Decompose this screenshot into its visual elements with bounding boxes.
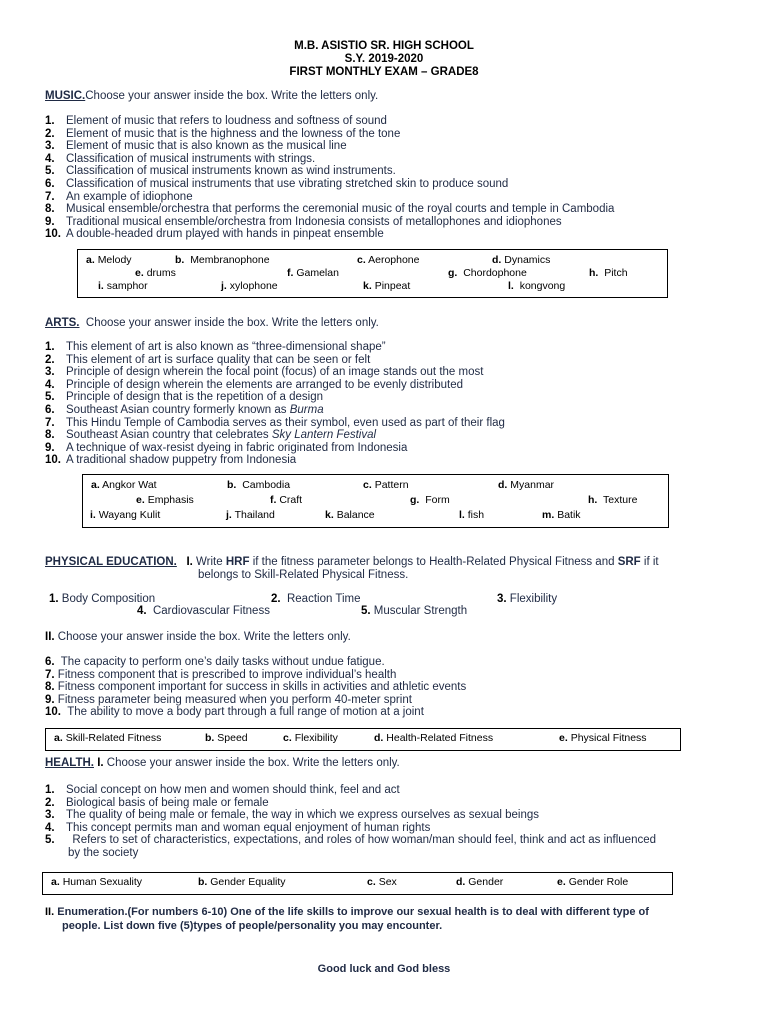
health-question-list xyxy=(45,784,656,860)
list-item: 2. Biological basis of being male or female xyxy=(45,796,269,809)
music-instruction: Choose your answer inside the box. Write the letters only. xyxy=(85,90,379,102)
choice: g. Chordophone xyxy=(448,267,527,279)
arts-question-list xyxy=(45,341,505,467)
list-item: 1. Body Composition xyxy=(49,593,156,605)
list-item: 2. This element of art is surface quality that can be seen or felt xyxy=(45,353,371,366)
choice: e. Physical Fitness xyxy=(559,732,647,744)
list-item: 4. This concept permits man and woman equal enjoyment of human rights xyxy=(45,821,431,834)
list-item: 7. This Hindu Temple of Cambodia serves as their symbol, even used as part of their flag xyxy=(45,416,505,429)
list-item: 3. Principle of design wherein the focal point (focus) of an image stands out the most xyxy=(45,366,484,379)
health-part2-line2: people. List down five (5)types of people/personality you may encounter. xyxy=(62,920,443,932)
list-item: 4. Cardiovascular Fitness xyxy=(137,605,270,617)
choice: d. Myanmar xyxy=(498,479,555,491)
list-item: 8. Southeast Asian country that celebrates Sky Lantern Festival xyxy=(45,429,377,442)
health-title: HEALTH. xyxy=(45,757,94,769)
health-part2-line1: II. Enumeration.(For numbers 6-10) One of the life skills to improve our sexual health is to deal with different type of xyxy=(45,906,649,918)
choice: e. Emphasis xyxy=(136,494,194,506)
list-item: 5. Refers to set of characteristics, expectations, and roles of how woman/man should feel, think and act as influenced xyxy=(45,834,657,847)
list-item: 8. Musical ensemble/orchestra that performs the ceremonial music of the royal courts and temple in Cambodia xyxy=(45,203,615,216)
list-item: 6. Southeast Asian country formerly known as Burma xyxy=(45,403,324,416)
choice: l. kongvong xyxy=(508,280,566,292)
arts-instruction: Choose your answer inside the box. Write the letters only. xyxy=(85,317,379,329)
list-item: 3. Element of music that is also known as the musical line xyxy=(45,140,347,153)
list-item: 6. The capacity to perform one’s daily tasks without undue fatigue. xyxy=(45,656,385,668)
choice: i. Wayang Kulit xyxy=(90,509,161,521)
choice: a. Human Sexuality xyxy=(51,876,143,888)
choice: d. Dynamics xyxy=(492,254,551,266)
list-item: 9. A technique of wax-resist dyeing in fabric originated from Indonesia xyxy=(45,441,408,454)
list-item: 9. Traditional musical ensemble/orchestra from Indonesia consists of metallophones and idiophones xyxy=(45,215,562,228)
pe-title: PHYSICAL EDUCATION. xyxy=(45,556,177,568)
list-item: 7. An example of idiophone xyxy=(45,190,193,203)
choice: l. fish xyxy=(459,509,485,521)
pe-heading: PHYSICAL EDUCATION. I. Write HRF if the fitness parameter belongs to Health-Related Physical Fitness and SRF if it xyxy=(45,556,659,568)
choice: d. Health-Related Fitness xyxy=(374,732,494,744)
pe-instruction-line2: belongs to Skill-Related Physical Fitness. xyxy=(198,569,409,581)
choice: c. Aerophone xyxy=(357,254,420,266)
list-item: 8. Fitness component important for success in skills in activities and athletic events xyxy=(45,681,467,694)
list-item: 10. A double-headed drum played with hands in pinpeat ensemble xyxy=(45,228,384,241)
list-item: 2. Element of music that is the highness and the lowness of the tone xyxy=(45,127,401,140)
choice: b. Cambodia xyxy=(227,479,291,491)
pe-part2-heading: II. Choose your answer inside the box. Write the letters only. xyxy=(45,631,351,643)
music-question-list xyxy=(45,115,614,241)
list-item: 10. The ability to move a body part through a full range of motion at a joint xyxy=(45,706,424,719)
choice: e. Gender Role xyxy=(557,876,629,888)
choice: h. Texture xyxy=(588,494,638,506)
choice: c. Pattern xyxy=(363,479,409,491)
choice: a. Melody xyxy=(86,254,132,266)
list-item: 1. Social concept on how men and women should think, feel and act xyxy=(45,784,400,796)
choice: a. Angkor Wat xyxy=(91,479,157,491)
list-item: 5. Classification of musical instruments known as wind instruments. xyxy=(45,165,396,178)
choice: f. Craft xyxy=(270,494,303,506)
list-item: 3. The quality of being male or female, the way in which we express ourselves as sexual beings xyxy=(45,809,540,822)
music-heading xyxy=(45,90,378,103)
list-item: 10. A traditional shadow puppetry from Indonesia xyxy=(45,454,297,467)
arts-title: ARTS. xyxy=(45,317,80,329)
choice: j. xylophone xyxy=(221,280,278,292)
choice: e. drums xyxy=(135,267,176,279)
choice: c. Sex xyxy=(367,876,397,888)
list-item: 9. Fitness parameter being measured when you perform 40-meter sprint xyxy=(45,693,412,706)
choice: b. Gender Equality xyxy=(198,876,286,888)
list-item: 1. Element of music that refers to loudness and softness of sound xyxy=(45,115,387,127)
list-item: 7. Fitness component that is prescribed to improve individual’s health xyxy=(45,668,397,681)
school-name: M.B. ASISTIO SR. HIGH SCHOOL xyxy=(294,40,474,52)
choice: k. Pinpeat xyxy=(363,280,411,292)
list-item: 2. Reaction Time xyxy=(271,593,361,605)
arts-heading xyxy=(45,317,379,330)
list-item: 5. Principle of design that is the repetition of a design xyxy=(45,391,323,404)
list-item: 5. Muscular Strength xyxy=(361,605,468,617)
music-title: MUSIC. xyxy=(45,90,86,102)
choice: d. Gender xyxy=(456,876,504,888)
choice: j. Thailand xyxy=(226,509,275,521)
health-heading: HEALTH. I. Choose your answer inside the box. Write the letters only. xyxy=(45,757,400,769)
exam-title: FIRST MONTHLY EXAM – GRADE8 xyxy=(289,66,479,78)
list-item: 1. This element of art is also known as “three-dimensional shape” xyxy=(45,341,386,353)
choice: k. Balance xyxy=(325,509,375,521)
choice: i. samphor xyxy=(98,280,148,292)
choice: c. Flexibility xyxy=(283,732,338,744)
list-item: 4. Principle of design wherein the elements are arranged to be evenly distributed xyxy=(45,378,463,391)
choice: g. Form xyxy=(410,494,450,506)
health-choices-box xyxy=(42,872,673,895)
pe-choices-box xyxy=(45,728,681,751)
list-item: 3. Flexibility xyxy=(497,593,558,605)
list-item: 4. Classification of musical instruments with strings. xyxy=(45,152,316,165)
pe-question-list xyxy=(45,656,466,719)
choice: b. Membranophone xyxy=(175,254,270,266)
choice: m. Batik xyxy=(542,509,581,521)
list-item-continuation: by the society xyxy=(68,846,139,859)
footer-message: Good luck and God bless xyxy=(317,963,451,975)
arts-choices-box xyxy=(82,474,669,528)
choice: a. Skill-Related Fitness xyxy=(54,732,162,744)
school-year: S.Y. 2019-2020 xyxy=(344,53,424,65)
choice: h. Pitch xyxy=(589,267,628,279)
music-choices-box xyxy=(77,249,668,298)
choice: f. Gamelan xyxy=(287,267,339,279)
choice: b. Speed xyxy=(205,732,248,744)
list-item: 6. Classification of musical instruments that use vibrating stretched skin to produce sound xyxy=(45,177,509,190)
